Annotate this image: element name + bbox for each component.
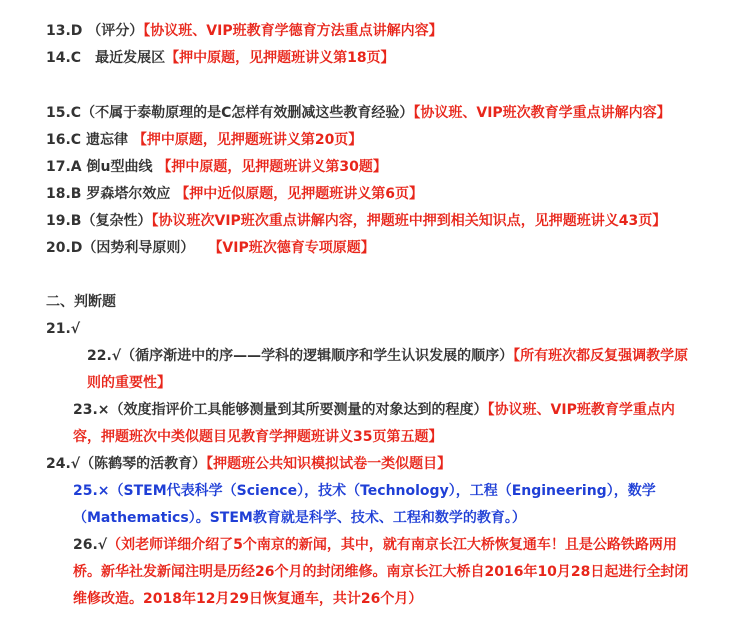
item-22-answer: 22.√（循序渐进中的序——学科的逻辑顺序和学生认识发展的顺序） — [87, 348, 514, 364]
item-14 — [46, 48, 395, 68]
item-18 — [46, 184, 423, 204]
item-17-note: 【押中原题，见押题班讲义第30题】 — [157, 159, 387, 175]
item-22 — [87, 346, 688, 366]
item-17-answer: 17.A 倒u型曲线 — [46, 159, 158, 175]
item-17 — [46, 157, 387, 177]
item-15-note: 【协议班、VIP班次教育学重点讲解内容】 — [413, 105, 671, 121]
item-20 — [46, 238, 375, 258]
item-23-answer: 23.×（效度指评价工具能够测量到其所要测量的对象达到的程度） — [73, 402, 488, 418]
item-20-answer: 20.D（因势利导原则） — [46, 240, 195, 256]
item-25-line1: 25.×（STEM代表科学（Science），技术（Technology），工程（Engineering），数学 — [73, 483, 656, 499]
item-21: 21.√ — [46, 321, 81, 337]
item-23 — [73, 400, 675, 420]
item-14-note: 【押中原题，见押题班讲义第18页】 — [165, 50, 395, 66]
item-26-line1: （刘老师详细介绍了5个南京的新闻，其中，就有南京长江大桥恢复通车！且是公路铁路两用 — [107, 537, 677, 553]
item-13-note: 【协议班、VIP班教育学德育方法重点讲解内容】 — [143, 23, 443, 39]
item-19-answer: 19.B（复杂性） — [46, 213, 152, 229]
item-25-line2: （Mathematics）。STEM教育就是科学、技术、工程和数学的教育。） — [73, 510, 526, 526]
item-15 — [46, 103, 671, 123]
item-20-note: 【VIP班次德育专项原题】 — [208, 240, 375, 256]
item-14-answer: 14.C 最近发展区 — [46, 50, 166, 66]
section-heading-true-false: 二、判断题 — [46, 294, 116, 310]
item-24-note: 【押题班公共知识模拟试卷一类似题目】 — [206, 456, 452, 472]
item-16-answer: 16.C 遗忘律 — [46, 132, 133, 148]
item-13 — [46, 21, 443, 41]
item-22-note: 【所有班次都反复强调教学原 — [513, 348, 689, 364]
item-26-answer: 26.√ — [73, 537, 108, 553]
item-16 — [46, 130, 362, 150]
item-15-answer: 15.C（不属于泰勒原理的是C怎样有效删减这些教育经验） — [46, 105, 414, 121]
item-18-answer: 18.B 罗森塔尔效应 — [46, 186, 176, 202]
item-22-note-cont: 则的重要性】 — [87, 375, 171, 391]
item-24-answer: 24.√（陈鹤琴的活教育） — [46, 456, 207, 472]
item-23-note-cont: 容，押题班次中类似题目见教育学押题班讲义35页第五题】 — [73, 429, 443, 445]
item-23-note: 【协议班、VIP班教育学重点内 — [487, 402, 675, 418]
item-24 — [46, 454, 451, 474]
item-19 — [46, 211, 666, 231]
item-26 — [73, 535, 677, 555]
item-18-note: 【押中近似原题，见押题班讲义第6页】 — [175, 186, 423, 202]
item-26-line3: 维修改造。2018年12月29日恢复通车，共计26个月） — [73, 591, 423, 607]
item-19-note: 【协议班次VIP班次重点讲解内容，押题班中押到相关知识点，见押题班讲义43页】 — [151, 213, 667, 229]
item-26-line2: 桥。新华社发新闻注明是历经26个月的封闭维修。南京长江大桥自2016年10月28日起进行全封闭 — [73, 564, 689, 580]
item-16-note: 【押中原题，见押题班讲义第20页】 — [132, 132, 363, 148]
item-13-answer: 13.D （评分） — [46, 23, 144, 39]
